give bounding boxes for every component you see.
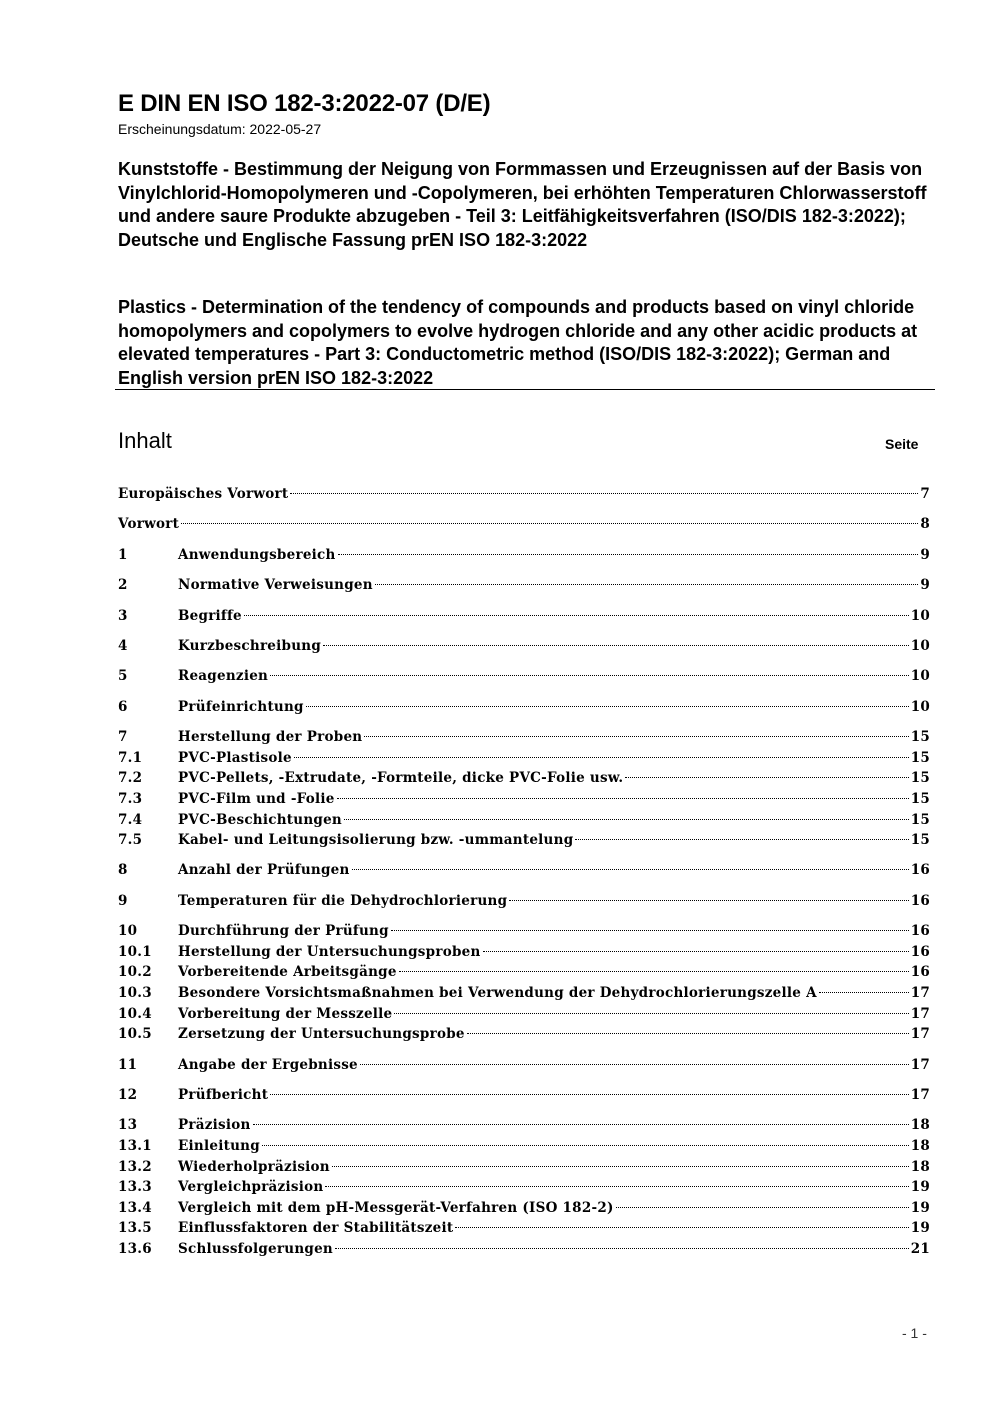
- toc-entry-page: 8: [920, 516, 930, 533]
- toc-entry-page: 10: [910, 637, 930, 654]
- table-of-contents: [118, 484, 930, 1260]
- toc-entry-number: 10: [118, 923, 138, 940]
- toc-leader-dots: [337, 798, 909, 799]
- toc-entry-page: 7: [920, 486, 930, 502]
- document-title-english: Plastics - Determination of the tendency of compounds and products based on vinyl chloride homopolymers and copolymers to evolve hydrogen chloride and any other acidic products at elevated temperatures - Part 3: Conductometric method (ISO/DIS 182-3:2022); German and English version prEN ISO 182-3:2022: [118, 297, 918, 388]
- toc-entry-title: Einflussfaktoren der Stabilitätszeit: [178, 1220, 454, 1237]
- standard-id: E DIN EN ISO 182-3:2022-07 (D/E): [118, 90, 491, 117]
- toc-entry-page: 18: [910, 1138, 930, 1154]
- toc-entry-page: 17: [910, 1005, 930, 1022]
- toc-entry[interactable]: [118, 484, 930, 505]
- toc-leader-dots: [335, 1248, 909, 1249]
- toc-entry-title: Präzision: [178, 1117, 251, 1134]
- toc-entry-title: Kabel- und Leitungsisolierung bzw. -ummantelung: [178, 832, 574, 849]
- toc-entry-title: Vergleich mit dem pH-Messgerät-Verfahren (ISO 182-2): [178, 1199, 614, 1216]
- toc-leader-dots: [399, 971, 909, 972]
- toc-entry-page: 9: [920, 577, 930, 594]
- toc-entry[interactable]: [118, 727, 930, 748]
- toc-entry-number: 13.4: [118, 1199, 152, 1216]
- toc-leader-dots: [483, 951, 909, 952]
- toc-entry[interactable]: [118, 606, 930, 627]
- toc-entry-page: 10: [910, 607, 930, 624]
- toc-entry-number: 2: [118, 577, 128, 594]
- toc-entry-title: Kurzbeschreibung: [178, 637, 322, 654]
- toc-entry-page: 9: [920, 546, 930, 563]
- toc-leader-dots: [616, 1207, 909, 1208]
- toc-entry[interactable]: [118, 1055, 930, 1076]
- toc-entry[interactable]: [118, 962, 930, 983]
- publication-date: Erscheinungsdatum: 2022-05-27: [118, 121, 322, 137]
- toc-entry-title: PVC-Pellets, -Extrudate, -Formteile, dicke PVC-Folie usw.: [178, 770, 624, 787]
- toc-entry[interactable]: [118, 921, 930, 942]
- toc-entry-title: Durchführung der Prüfung: [178, 923, 389, 940]
- title-divider: [115, 389, 935, 390]
- toc-entry-title: Herstellung der Proben: [178, 729, 363, 746]
- toc-entry-title: Normative Verweisungen: [178, 577, 373, 594]
- toc-entry[interactable]: [118, 1239, 930, 1260]
- toc-entry-title: Prüfeinrichtung: [178, 698, 304, 715]
- toc-entry-number: 5: [118, 668, 128, 685]
- toc-entry[interactable]: [118, 697, 930, 718]
- toc-entry-page: 19: [910, 1179, 930, 1196]
- toc-entry-number: 7.3: [118, 790, 143, 807]
- toc-heading: Inhalt: [118, 428, 172, 453]
- toc-entry-title: Temperaturen für die Dehydrochlorierung: [178, 892, 508, 909]
- toc-leader-dots: [375, 584, 919, 585]
- toc-entry[interactable]: [118, 514, 930, 535]
- page-number: - 1 -: [902, 1325, 927, 1341]
- toc-entry[interactable]: [118, 1218, 930, 1239]
- toc-entry-page: 18: [910, 1158, 930, 1175]
- toc-entry-number: 13.1: [118, 1138, 152, 1154]
- toc-entry-title: PVC-Film und -Folie: [178, 790, 335, 807]
- toc-entry-title: PVC-Plastisole: [178, 749, 292, 766]
- toc-entry-number: 7.4: [118, 811, 143, 828]
- toc-entry-page: 17: [910, 985, 930, 1002]
- toc-entry-page: 16: [910, 943, 930, 960]
- toc-entry-page: 17: [910, 1026, 930, 1043]
- toc-entry-title: Vorbereitende Arbeitsgänge: [178, 964, 397, 981]
- toc-entry[interactable]: [118, 983, 930, 1004]
- toc-entry-title: Vorbereitung der Messzelle: [178, 1005, 393, 1022]
- toc-entry[interactable]: [118, 789, 930, 810]
- toc-entry-number: 6: [118, 698, 128, 715]
- toc-entry[interactable]: [118, 1115, 930, 1136]
- toc-entry-number: 8: [118, 862, 128, 879]
- toc-entry-title: Angabe der Ergebnisse: [178, 1056, 358, 1073]
- toc-entry-page: 15: [910, 811, 930, 828]
- toc-entry-number: 10.2: [118, 964, 152, 981]
- toc-entry-title: Vergleichpräzision: [178, 1179, 324, 1196]
- toc-entry-number: 13.6: [118, 1240, 152, 1257]
- toc-entry-page: 17: [910, 1087, 930, 1104]
- toc-leader-dots: [244, 615, 909, 616]
- toc-entry[interactable]: [118, 768, 930, 789]
- toc-entry-page: 15: [910, 729, 930, 746]
- toc-entry-number: 3: [118, 607, 128, 624]
- toc-leader-dots: [344, 819, 909, 820]
- toc-entry-number: 12: [118, 1087, 138, 1104]
- toc-entry[interactable]: [118, 1157, 930, 1178]
- toc-entry[interactable]: [118, 1177, 930, 1198]
- toc-leader-dots: [253, 1124, 909, 1125]
- toc-entry-number: 7.1: [118, 749, 143, 766]
- toc-entry-number: 4: [118, 637, 128, 654]
- toc-leader-dots: [270, 675, 909, 676]
- toc-entry-title: Einleitung: [178, 1138, 260, 1154]
- toc-leader-dots: [360, 1064, 909, 1065]
- toc-entry-page: 16: [910, 964, 930, 981]
- toc-entry-page: 10: [910, 668, 930, 685]
- toc-entry-page: 16: [910, 892, 930, 909]
- toc-entry-page: 15: [910, 790, 930, 807]
- toc-leader-dots: [323, 645, 909, 646]
- toc-entry[interactable]: [118, 748, 930, 769]
- toc-leader-dots: [391, 930, 909, 931]
- toc-entry[interactable]: [118, 1024, 930, 1045]
- toc-leader-dots: [575, 839, 908, 840]
- toc-entry-number: 10.1: [118, 943, 152, 960]
- toc-leader-dots: [467, 1033, 909, 1034]
- toc-leader-dots: [270, 1094, 909, 1095]
- toc-entry-title: Besondere Vorsichtsmaßnahmen bei Verwendung der Dehydrochlorierungszelle A: [178, 985, 817, 1002]
- toc-entry[interactable]: [118, 860, 930, 881]
- toc-leader-dots: [509, 900, 908, 901]
- toc-entry[interactable]: [118, 830, 930, 851]
- toc-entry-number: 13.2: [118, 1158, 152, 1175]
- toc-entry[interactable]: [118, 545, 930, 566]
- toc-entry[interactable]: [118, 575, 930, 596]
- toc-entry-title: Vorwort: [118, 516, 180, 533]
- toc-entry-number: 7: [118, 729, 128, 746]
- toc-entry-number: 10.4: [118, 1005, 152, 1022]
- toc-entry-page: 10: [910, 698, 930, 715]
- toc-entry-page: 15: [910, 832, 930, 849]
- toc-entry[interactable]: [118, 1004, 930, 1025]
- toc-entry[interactable]: [118, 891, 930, 912]
- toc-entry[interactable]: [118, 1085, 930, 1106]
- toc-leader-dots: [819, 992, 909, 993]
- toc-leader-dots: [338, 554, 919, 555]
- toc-entry-number: 1: [118, 546, 128, 563]
- toc-entry-page: 16: [910, 862, 930, 879]
- toc-entry[interactable]: [118, 942, 930, 963]
- toc-leader-dots: [455, 1227, 908, 1228]
- toc-leader-dots: [364, 736, 908, 737]
- toc-entry-number: 10.5: [118, 1026, 152, 1043]
- toc-entry-number: 13: [118, 1117, 138, 1134]
- toc-leader-dots: [325, 1186, 908, 1187]
- toc-leader-dots: [181, 523, 918, 524]
- toc-entry-title: Wiederholpräzision: [178, 1158, 330, 1175]
- toc-entry-title: Herstellung der Untersuchungsproben: [178, 943, 481, 960]
- toc-leader-dots: [290, 493, 918, 494]
- toc-entry-page: 19: [910, 1220, 930, 1237]
- toc-leader-dots: [294, 757, 909, 758]
- toc-entry-number: 11: [118, 1056, 138, 1073]
- toc-entry-number: 7.5: [118, 832, 143, 849]
- toc-entry-page: 21: [910, 1240, 930, 1257]
- toc-leader-dots: [352, 869, 909, 870]
- toc-entry-page: 15: [910, 749, 930, 766]
- toc-entry-title: Europäisches Vorwort: [118, 486, 289, 502]
- toc-entry-title: Reagenzien: [178, 668, 269, 685]
- toc-entry[interactable]: [118, 636, 930, 657]
- toc-entry-page: 19: [910, 1199, 930, 1216]
- toc-entry-number: 13.5: [118, 1220, 152, 1237]
- toc-entry-page: 16: [910, 923, 930, 940]
- toc-entry[interactable]: [118, 1198, 930, 1219]
- toc-entry-title: Anzahl der Prüfungen: [178, 862, 350, 879]
- toc-entry-title: Anwendungsbereich: [178, 546, 336, 563]
- toc-leader-dots: [306, 706, 909, 707]
- toc-leader-dots: [625, 777, 908, 778]
- toc-entry[interactable]: [118, 666, 930, 687]
- toc-entry-title: Begriffe: [178, 607, 242, 624]
- toc-entry-title: Zersetzung der Untersuchungsprobe: [178, 1026, 465, 1043]
- toc-entry-page: 15: [910, 770, 930, 787]
- toc-leader-dots: [394, 1013, 908, 1014]
- toc-entry-title: PVC-Beschichtungen: [178, 811, 342, 828]
- toc-entry-number: 10.3: [118, 985, 152, 1002]
- toc-leader-dots: [262, 1145, 909, 1146]
- toc-entry-number: 9: [118, 892, 128, 909]
- toc-entry-title: Prüfbericht: [178, 1087, 269, 1104]
- toc-entry-page: 17: [910, 1056, 930, 1073]
- toc-entry[interactable]: [118, 810, 930, 831]
- toc-page-column-label: Seite: [885, 436, 919, 452]
- toc-entry-number: 7.2: [118, 770, 143, 787]
- toc-entry-page: 18: [910, 1117, 930, 1134]
- toc-entry[interactable]: [118, 1136, 930, 1157]
- document-title-german: Kunststoffe - Bestimmung der Neigung von Formmassen und Erzeugnissen auf der Basis von Vinylchlorid-Homopolymeren und -Copolymeren, bei erhöhten Temperaturen Chlorwasserstoff und andere saure Produkte abzugeben - Teil 3: Leitfähigkeitsverfahren (ISO/DIS 182-3:2022); Deutsche und Englische Fassung prEN ISO 182-3:2022: [118, 159, 927, 250]
- toc-entry-number: 13.3: [118, 1179, 152, 1196]
- toc-entry-title: Schlussfolgerungen: [178, 1240, 333, 1257]
- toc-leader-dots: [332, 1166, 909, 1167]
